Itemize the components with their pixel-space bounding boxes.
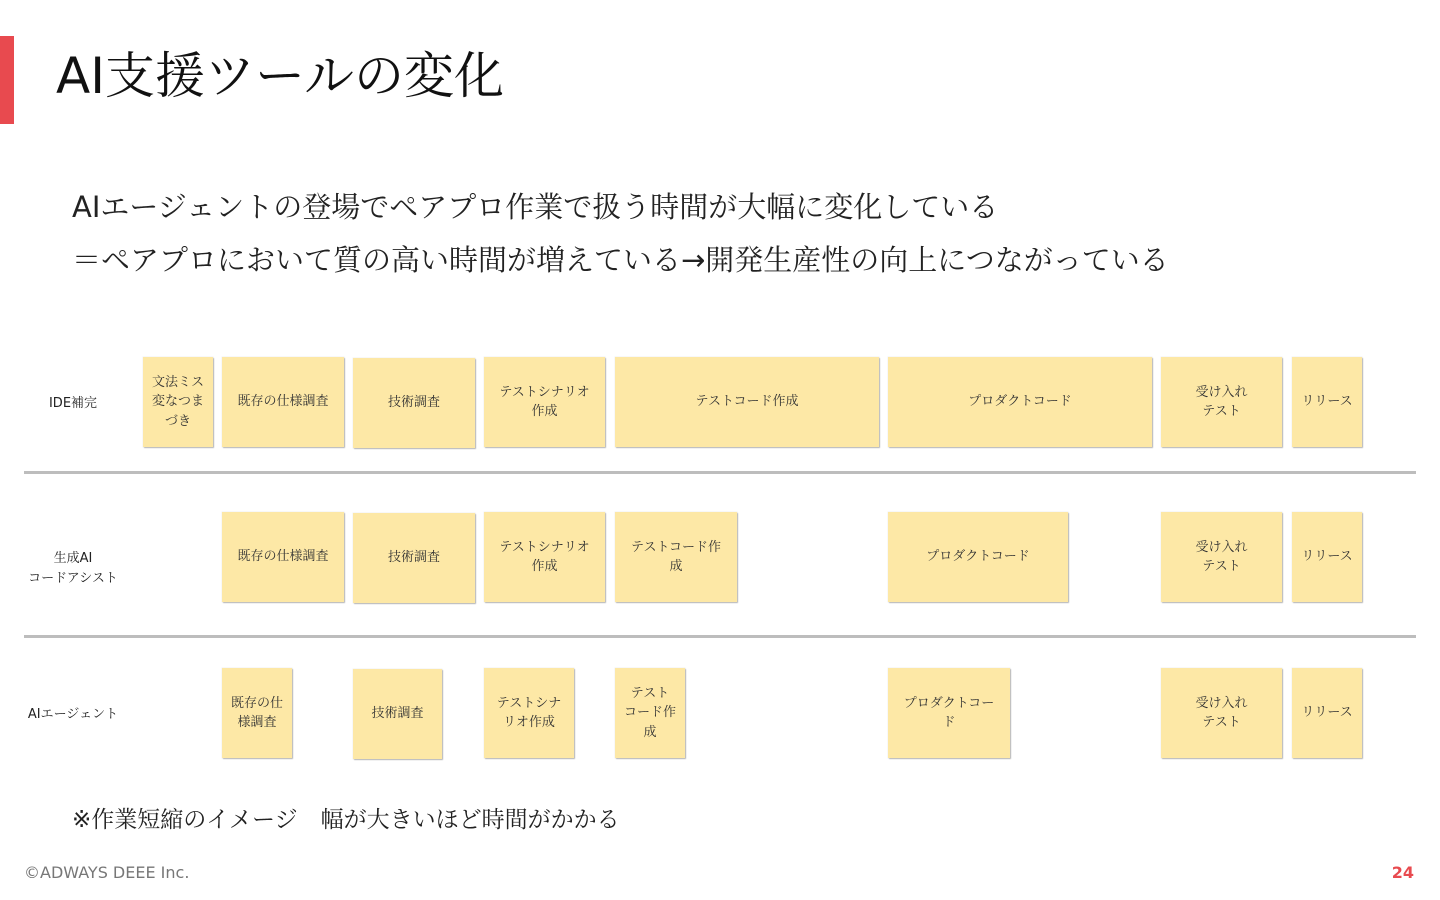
sticky-test-code: テストコード作 成 [615, 512, 737, 602]
sticky-test-code: テスト コード作 成 [615, 668, 685, 758]
copyright-footer: ©ADWAYS DEEE Inc. [24, 863, 190, 882]
sticky-spec-research: 既存の仕 様調査 [222, 668, 292, 758]
sticky-product-code: プロダクトコード [888, 357, 1152, 447]
row-label-genai: 生成AI コードアシスト [28, 551, 118, 587]
sticky-test-scenario: テストシナ リオ作成 [484, 668, 574, 758]
sticky-test-scenario: テストシナリオ 作成 [484, 357, 605, 447]
sticky-tech-research: 技術調査 [353, 669, 442, 759]
sticky-release: リリース [1292, 357, 1362, 447]
sticky-spec-research: 既存の仕様調査 [222, 357, 344, 447]
row-divider [24, 635, 1416, 638]
sticky-product-code: プロダクトコー ド [888, 668, 1010, 758]
subtitle-line-1: AIエージェントの登場でペアプロ作業で扱う時間が大幅に変化している [72, 190, 999, 224]
row-label-ide: IDE補完 [48, 396, 98, 411]
sticky-test-scenario: テストシナリオ 作成 [484, 512, 605, 602]
slide-title: AI支援ツールの変化 [56, 47, 504, 105]
sticky-acceptance-test: 受け入れ テスト [1161, 668, 1282, 758]
sticky-acceptance-test: 受け入れ テスト [1161, 357, 1282, 447]
sticky-acceptance-test: 受け入れ テスト [1161, 512, 1282, 602]
footnote: ※作業短縮のイメージ 幅が大きいほど時間がかかる [72, 807, 620, 833]
sticky-grammar-errors: 文法ミス 変なつま づき [143, 357, 213, 447]
sticky-test-code: テストコード作成 [615, 357, 879, 447]
subtitle-line-2: ＝ペアプロにおいて質の高い時間が増えている→開発生産性の向上につながっている [72, 243, 1169, 277]
row-label-ai-agent: AIエージェント [27, 707, 119, 722]
sticky-tech-research: 技術調査 [353, 358, 475, 448]
sticky-tech-research: 技術調査 [353, 513, 475, 603]
page-number: 24 [1391, 863, 1414, 882]
row-divider [24, 471, 1416, 474]
sticky-release: リリース [1292, 668, 1362, 758]
sticky-release: リリース [1292, 512, 1362, 602]
sticky-product-code: プロダクトコード [888, 512, 1068, 602]
sticky-spec-research: 既存の仕様調査 [222, 512, 344, 602]
